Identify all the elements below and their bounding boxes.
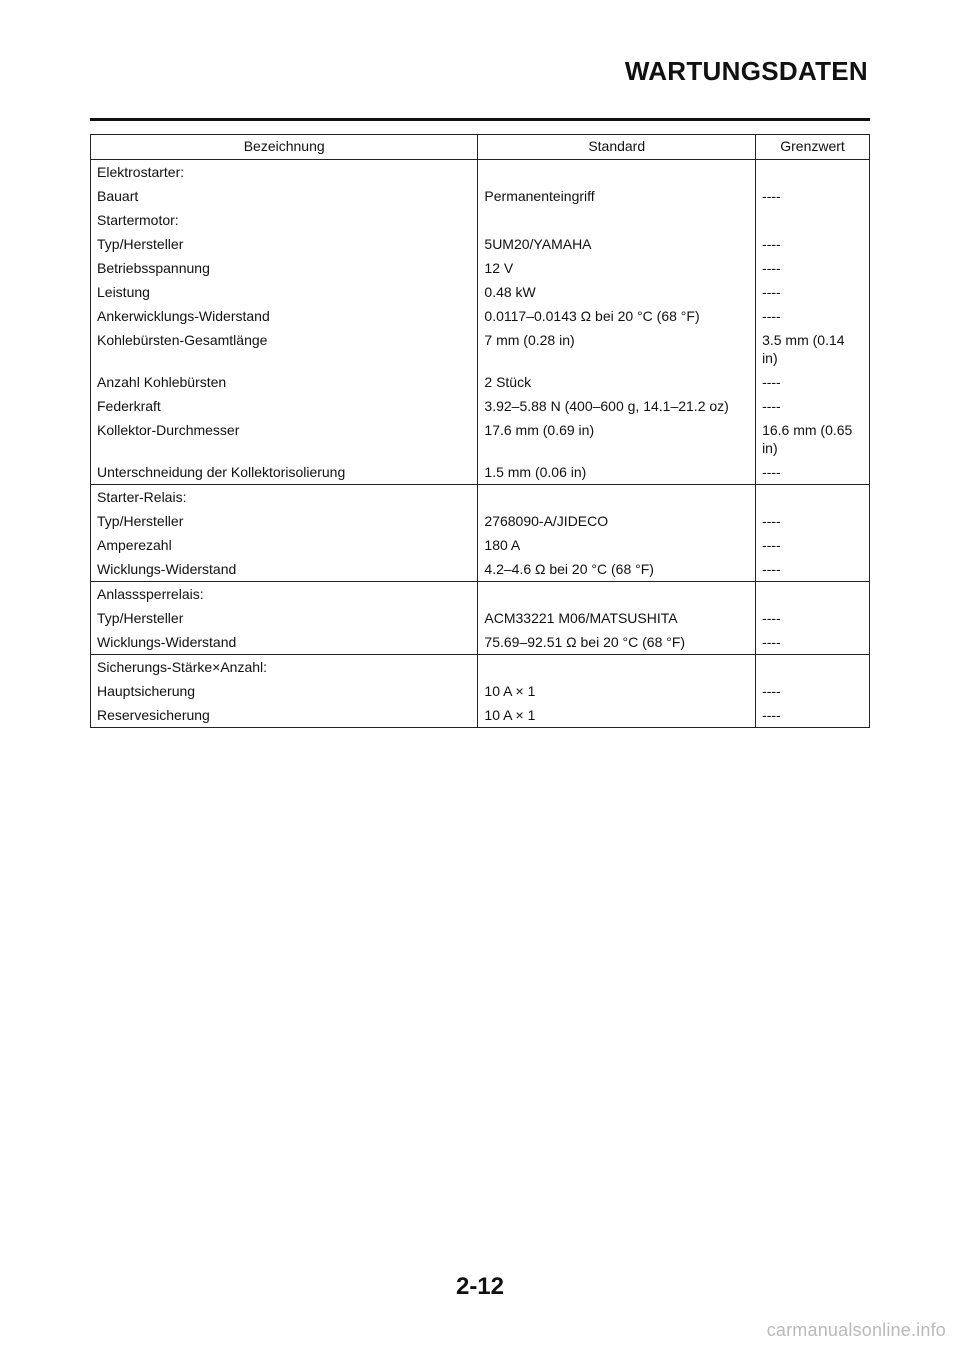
table-row [91,703,870,728]
maintenance-data-table [90,134,870,728]
table-row [91,160,870,185]
limit-cell: ---- [756,460,870,485]
standard-cell: 12 V [478,256,756,280]
table-row [91,679,870,703]
limit-cell: ---- [756,184,870,208]
designation-cell: Leistung [91,280,478,304]
header-divider [90,118,870,121]
limit-cell [756,582,870,607]
table-group [91,160,870,485]
designation-cell: Elektrostarter: [91,160,478,185]
watermark: carmanualsonline.info [766,1320,946,1340]
standard-cell [478,160,756,185]
column-header-standard: Standard [478,135,756,160]
limit-cell: ---- [756,256,870,280]
table-row [91,232,870,256]
standard-cell: 75.69–92.51 Ω bei 20 °C (68 °F) [478,630,756,655]
designation-cell: Reservesicherung [91,703,478,728]
designation-cell: Federkraft [91,394,478,418]
table-header-row [91,135,870,160]
table-row [91,304,870,328]
table-row [91,280,870,304]
table-row [91,533,870,557]
standard-cell: 180 A [478,533,756,557]
designation-cell: Wicklungs-Widerstand [91,557,478,582]
standard-cell: 3.92–5.88 N (400–600 g, 14.1–21.2 oz) [478,394,756,418]
limit-cell: ---- [756,557,870,582]
limit-cell: ---- [756,370,870,394]
table-group [91,655,870,728]
standard-cell [478,208,756,232]
limit-cell [756,160,870,185]
designation-cell: Wicklungs-Widerstand [91,630,478,655]
limit-cell: ---- [756,533,870,557]
designation-cell: Hauptsicherung [91,679,478,703]
designation-cell: Kohlebürsten-Gesamtlänge [91,328,478,370]
table-row [91,509,870,533]
table-group [91,485,870,582]
standard-cell [478,655,756,680]
table-row [91,370,870,394]
table-row [91,557,870,582]
table-row [91,582,870,607]
limit-cell: ---- [756,630,870,655]
limit-cell: ---- [756,703,870,728]
column-header-designation: Bezeichnung [91,135,478,160]
limit-cell: ---- [756,679,870,703]
standard-cell: 0.48 kW [478,280,756,304]
table-row [91,328,870,370]
table-row [91,394,870,418]
table-row [91,184,870,208]
table-row [91,485,870,510]
designation-cell: Betriebsspannung [91,256,478,280]
designation-cell: Kollektor-Durchmesser [91,418,478,460]
designation-cell: Startermotor: [91,208,478,232]
limit-cell: ---- [756,232,870,256]
limit-cell: ---- [756,394,870,418]
table-row [91,208,870,232]
designation-cell: Unterschneidung der Kollektorisolierung [91,460,478,485]
table-group [91,582,870,655]
limit-cell [756,655,870,680]
standard-cell [478,582,756,607]
table-row [91,655,870,680]
designation-cell: Typ/Hersteller [91,606,478,630]
table-row [91,606,870,630]
table-row [91,630,870,655]
limit-cell: ---- [756,509,870,533]
table-row [91,256,870,280]
table-row [91,460,870,485]
standard-cell: 17.6 mm (0.69 in) [478,418,756,460]
standard-cell: 7 mm (0.28 in) [478,328,756,370]
limit-cell: 16.6 mm (0.65 in) [756,418,870,460]
standard-cell: 5UM20/YAMAHA [478,232,756,256]
standard-cell: 1.5 mm (0.06 in) [478,460,756,485]
standard-cell [478,485,756,510]
limit-cell: ---- [756,280,870,304]
standard-cell: 0.0117–0.0143 Ω bei 20 °C (68 °F) [478,304,756,328]
table-row [91,418,870,460]
designation-cell: Bauart [91,184,478,208]
limit-cell [756,208,870,232]
designation-cell: Amperezahl [91,533,478,557]
limit-cell: 3.5 mm (0.14 in) [756,328,870,370]
designation-cell: Typ/Hersteller [91,509,478,533]
standard-cell: 10 A × 1 [478,679,756,703]
standard-cell: 2768090-A/JIDECO [478,509,756,533]
designation-cell: Sicherungs-Stärke×Anzahl: [91,655,478,680]
designation-cell: Anlasssperrelais: [91,582,478,607]
limit-cell [756,485,870,510]
designation-cell: Ankerwicklungs-Widerstand [91,304,478,328]
standard-cell: 10 A × 1 [478,703,756,728]
limit-cell: ---- [756,606,870,630]
designation-cell: Typ/Hersteller [91,232,478,256]
standard-cell: 2 Stück [478,370,756,394]
designation-cell: Starter-Relais: [91,485,478,510]
page-number: 2-12 [455,1273,505,1300]
limit-cell: ---- [756,304,870,328]
standard-cell: ACM33221 M06/MATSUSHITA [478,606,756,630]
standard-cell: Permanenteingriff [478,184,756,208]
column-header-limit: Grenzwert [756,135,870,160]
designation-cell: Anzahl Kohlebürsten [91,370,478,394]
standard-cell: 4.2–4.6 Ω bei 20 °C (68 °F) [478,557,756,582]
page-title: WARTUNGSDATEN [624,56,868,86]
